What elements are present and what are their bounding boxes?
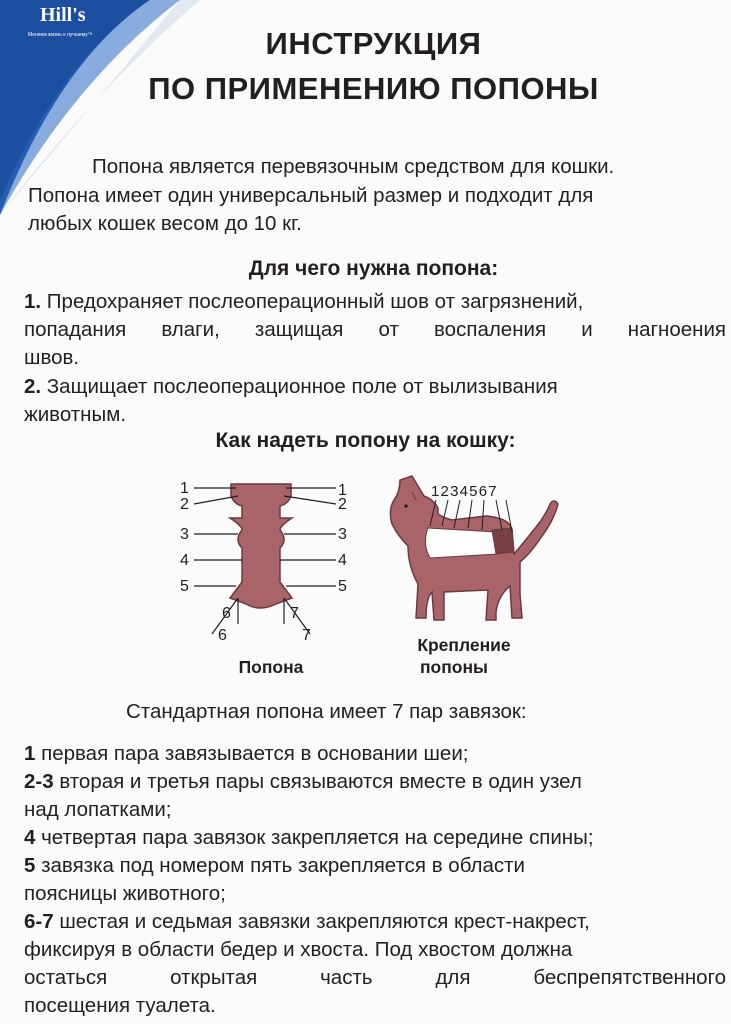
purpose-item1-line1 [24, 288, 726, 315]
tie67-line1 [24, 908, 726, 935]
tie23-line1 [24, 768, 726, 795]
purpose-item1-num: 1. [24, 290, 42, 313]
tie5-num: 5 [24, 854, 36, 877]
purpose-heading: Для чего нужна попона: [248, 257, 499, 280]
tie-label-left-3: 3 [180, 526, 189, 543]
tie23-text: вторая и третья пары связываются вместе в один узел [53, 770, 582, 793]
cat-tie-numbers: 1234567 [431, 483, 498, 500]
tie-label-7b: 7 [302, 627, 311, 644]
purpose-item1-line3: швов. [24, 346, 80, 369]
tie23-line2: над лопатками; [24, 798, 172, 821]
tie-label-left-5: 5 [180, 578, 189, 595]
logo-name: Hill's [40, 4, 86, 26]
tie5-line1 [24, 852, 726, 879]
purpose-item1-text: Предохраняет послеоперационный шов от загрязнений, [41, 290, 584, 313]
intro-line2: Попона имеет один универсальный размер и подходит для [28, 184, 594, 207]
fastening-caption-line1: Крепление [417, 635, 511, 655]
tie-label-right-4: 4 [338, 552, 347, 569]
howto-heading: Как надеть попону на кошку: [215, 429, 516, 452]
tie67-line4: посещения туалета. [24, 994, 216, 1017]
logo-tagline: Меняем жизнь к лучшему™ [28, 32, 93, 38]
intro-line3: любых кошек весом до 10 кг. [28, 212, 302, 235]
page-title-line1: ИНСТРУКЦИЯ [265, 26, 482, 61]
blanket-caption: Попона [238, 657, 304, 677]
tie4-line1 [24, 824, 726, 851]
tie4-num: 4 [24, 826, 36, 849]
tie1-num: 1 [24, 742, 36, 765]
fastening-caption-line2: попоны [419, 657, 489, 677]
tie-label-6b: 6 [218, 627, 227, 644]
tie67-line3: остаться открытая часть для беспрепятственного [24, 966, 726, 989]
purpose-item2-line1 [24, 373, 726, 400]
tie23-num: 2-3 [24, 770, 54, 793]
purpose-item1-line2: попадания влаги, защищая от воспаления и нагноения [24, 318, 726, 341]
ties-intro: Стандартная попона имеет 7 пар завязок: [126, 700, 527, 723]
tie5-text: завязка под номером пять закрепляется в области [35, 854, 525, 877]
tie-label-left-2: 2 [180, 496, 189, 513]
tie67-line2: фиксируя в области бедер и хвоста. Под хвостом должна [24, 938, 573, 961]
tie4-text: четвертая пара завязок закрепляется на середине спины; [35, 826, 594, 849]
page-title-line2: ПО ПРИМЕНЕНИЮ ПОПОНЫ [148, 71, 599, 106]
tie-label-right-3: 3 [338, 526, 347, 543]
tie-label-right-5: 5 [338, 578, 347, 595]
tie-label-7a: 7 [290, 605, 299, 622]
blanket-shape [230, 484, 292, 608]
tie67-text: шестая и седьмая завязки закрепляются крест-накрест, [53, 910, 590, 933]
tie-label-left-1: 1 [180, 480, 189, 497]
tie-label-right-2: 2 [338, 496, 347, 513]
intro-line1: Попона является перевязочным средством для кошки. [92, 155, 615, 178]
purpose-item2-text: Защищает послеоперационное поле от вылизывания [41, 375, 558, 398]
tie67-num: 6-7 [24, 910, 54, 933]
purpose-item2-line2: животным. [24, 403, 127, 426]
tie-label-6a: 6 [222, 605, 231, 622]
purpose-item2-num: 2. [24, 375, 42, 398]
tie-label-left-4: 4 [180, 552, 189, 569]
tie1-line1 [24, 740, 726, 767]
tie5-line2: поясницы животного; [24, 882, 226, 905]
tie1-text: первая пара завязывается в основании шеи; [35, 742, 469, 765]
tie-label-right-1: 1 [338, 482, 347, 499]
